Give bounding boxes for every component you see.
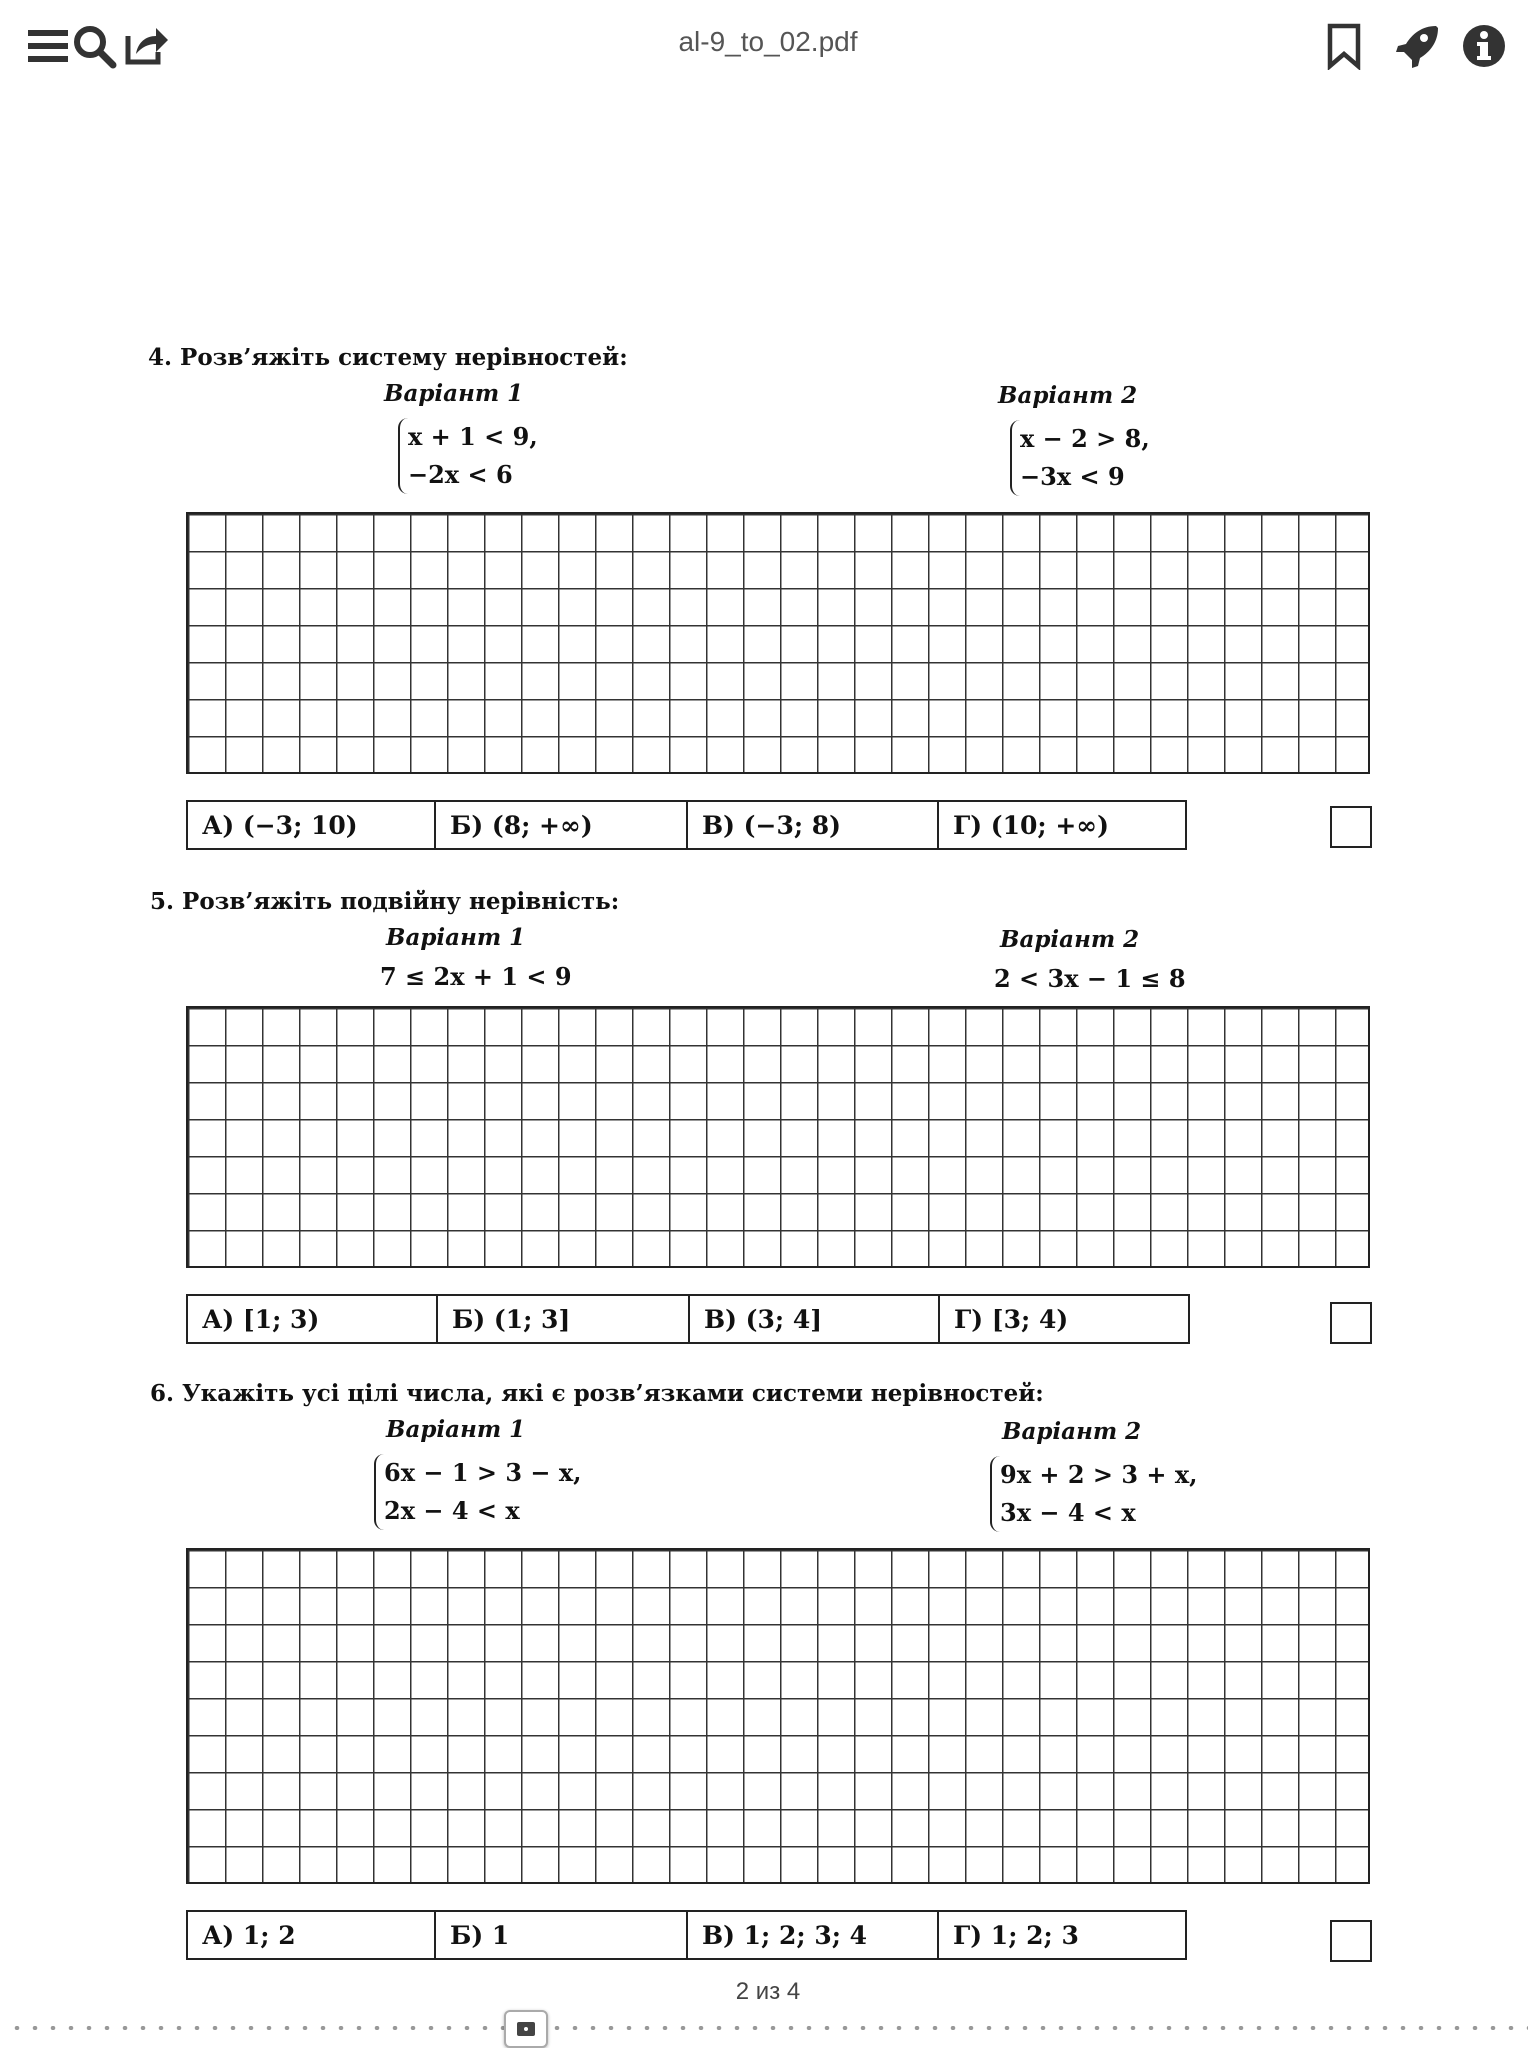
system-line: 3x − 4 < x xyxy=(1000,1498,1136,1527)
answer-option-g[interactable]: Г) [3; 4) xyxy=(954,1304,1069,1334)
system-line: 9x + 2 > 3 + x, xyxy=(1000,1460,1198,1489)
answer-option-v[interactable]: В) (3; 4] xyxy=(690,1296,940,1342)
system-line: −2x < 6 xyxy=(408,460,513,489)
variant-1-label: Варіант 1 xyxy=(386,924,526,951)
rocket-icon[interactable] xyxy=(1390,20,1442,72)
variant-1-label: Варіант 1 xyxy=(386,1416,526,1443)
variant-2-label: Варіант 2 xyxy=(998,382,1138,409)
task-title: 5. Розв’яжіть подвійну нерівність: xyxy=(150,888,620,915)
answer-option-b[interactable]: Б) 1 xyxy=(436,1912,688,1958)
answer-checkbox[interactable] xyxy=(1330,1302,1372,1344)
system-line: x + 1 < 9, xyxy=(408,422,538,451)
variant-2-formula: 2 < 3x − 1 ≤ 8 xyxy=(994,964,1186,993)
answer-option-b[interactable]: Б) (8; +∞) xyxy=(436,802,688,848)
task-title: 6. Укажіть усі цілі числа, які є розв’язками системи нерівностей: xyxy=(150,1380,1044,1407)
answer-option-g[interactable]: Г) 1; 2; 3 xyxy=(953,1920,1079,1950)
scrubber-track[interactable] xyxy=(8,2026,1528,2030)
work-grid xyxy=(186,1548,1370,1884)
answer-checkbox[interactable] xyxy=(1330,806,1372,848)
variant-2-label: Варіант 2 xyxy=(1002,1418,1142,1445)
task-title: 4. Розв’яжіть систему нерівностей: xyxy=(148,344,628,371)
document-title: al-9_to_02.pdf xyxy=(678,26,858,57)
page-indicator: 2 из 4 xyxy=(735,1978,801,2005)
answer-options xyxy=(186,800,1187,850)
variant-1-system xyxy=(374,1454,582,1530)
answer-option-v[interactable]: В) (−3; 8) xyxy=(688,802,939,848)
bookmark-icon[interactable] xyxy=(1318,20,1370,72)
variant-1-formula: 7 ≤ 2x + 1 < 9 xyxy=(380,962,572,991)
info-icon[interactable] xyxy=(1458,20,1510,72)
answer-option-a[interactable]: А) (−3; 10) xyxy=(188,802,436,848)
variant-1-label: Варіант 1 xyxy=(384,380,524,407)
variant-1-system xyxy=(398,418,538,494)
page-scrubber[interactable] xyxy=(0,2018,1536,2038)
work-grid xyxy=(186,512,1370,774)
scrubber-thumb[interactable] xyxy=(504,2010,548,2048)
answer-option-g[interactable]: Г) (10; +∞) xyxy=(953,810,1109,840)
answer-option-b[interactable]: Б) (1; 3] xyxy=(438,1296,690,1342)
answer-option-a[interactable]: А) [1; 3) xyxy=(188,1296,438,1342)
variant-2-system xyxy=(1010,420,1150,496)
answer-option-v[interactable]: В) 1; 2; 3; 4 xyxy=(688,1912,939,1958)
answer-checkbox[interactable] xyxy=(1330,1920,1372,1962)
variant-2-label: Варіант 2 xyxy=(1000,926,1140,953)
system-line: 2x − 4 < x xyxy=(384,1496,520,1525)
answer-options xyxy=(186,1910,1187,1960)
toolbar xyxy=(0,0,1536,90)
system-line: x − 2 > 8, xyxy=(1020,424,1150,453)
system-line: −3x < 9 xyxy=(1020,462,1125,491)
system-line: 6x − 1 > 3 − x, xyxy=(384,1458,582,1487)
page-thumb-icon xyxy=(516,2021,536,2037)
variant-2-system xyxy=(990,1456,1198,1532)
answer-options xyxy=(186,1294,1190,1344)
answer-option-a[interactable]: А) 1; 2 xyxy=(188,1912,436,1958)
work-grid xyxy=(186,1006,1370,1268)
